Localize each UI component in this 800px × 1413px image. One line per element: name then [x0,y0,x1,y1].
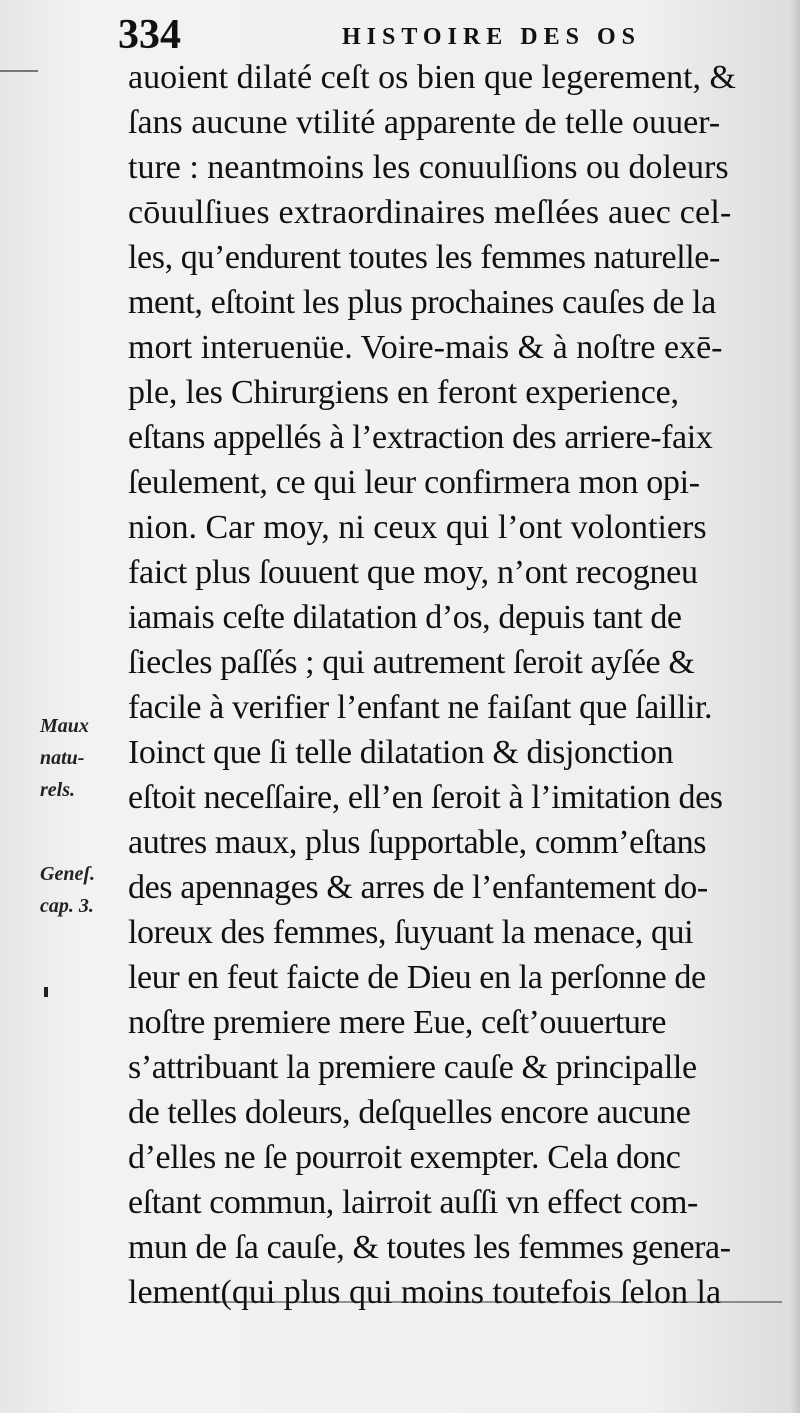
text-line: Ioinct que ſi telle dilatation & disjonction [128,734,674,771]
text-line: ture : neantmoins les conuulſions ou doleurs [128,149,729,186]
text-line: ſiecles paſſés ; qui autrement ſeroit ayſée & [128,644,695,681]
text-line: lement(qui plus qui moins toutefois ſelon la [128,1274,722,1311]
text-line: cōuulſiues extraordinaires meſlées auec cel- [128,194,732,231]
text-line: ſans aucune vtilité apparente de telle ouuer- [128,104,721,141]
text-line: facile à verifier l’enfant ne faiſant que ſaillir. [128,689,713,726]
running-head: HISTOIRE DES OS [342,24,641,50]
text-line: ment, eſtoint les plus prochaines cauſes de la [128,284,716,321]
text-line: noſtre premiere mere Eue, ceſt’ouuerture [128,1004,667,1041]
page-header [110,12,780,58]
margin-note-line: natu- [40,747,85,769]
text-line: nion. Car moy, ni ceux qui l’ont volontiers [128,509,707,546]
margin-note-genesis [40,858,95,922]
text-line: iamais ceſte dilatation d’os, depuis tant de [128,599,682,636]
page-edge-shadow [790,0,800,1413]
text-line: mort interuenüe. Voire-mais & à noſtre exē- [128,329,723,366]
text-line: faict plus ſouuent que moy, n’ont recogneu [128,554,698,591]
margin-note-maux-naturels [40,710,89,806]
ink-speck [44,987,48,997]
text-line: ſeulement, ce qui leur confirmera mon opi- [128,464,700,501]
text-line: loreux des femmes, ſuyuant la menace, qui [128,914,694,951]
text-line: eſtans appellés à l’extraction des arriere-faix [128,419,713,456]
bleed-through-text [66,235,124,283]
margin-note-line: Geneſ. [40,863,95,885]
text-line: eſtoit neceſſaire, ell’en ſeroit à l’imitation des [128,779,723,816]
text-line: autres maux, plus ſupportable, comm’eſtans [128,824,707,861]
text-line: auoient dilaté ceſt os bien que legerement, & [128,59,736,96]
text-line: s’attribuant la premiere cauſe & principalle [128,1049,697,1086]
text-line: mun de ſa cauſe, & toutes les femmes genera- [128,1229,731,1266]
text-line: de telles doleurs, deſquelles encore aucune [128,1094,691,1131]
text-line: leur en feut faicte de Dieu en la perſonne de [128,959,706,996]
margin-note-line: rels. [40,779,75,801]
text-line: d’elles ne ſe pourroit exempter. Cela donc [128,1139,681,1176]
bottom-rule [142,1301,782,1303]
left-margin-rule [0,70,38,72]
text-line: eſtant commun, lairroit auſſi vn effect com- [128,1184,698,1221]
margin-note-line: Maux [40,715,89,737]
margin-note-line: cap. 3. [40,895,94,917]
text-line: des apennages & arres de l’enfantement do- [128,869,708,906]
text-line: ple, les Chirurgiens en feront experience, [128,374,679,411]
text-line: les, qu’endurent toutes les femmes naturelle- [128,239,720,276]
main-text-block [128,55,780,1315]
page-number: 334 [118,12,181,58]
